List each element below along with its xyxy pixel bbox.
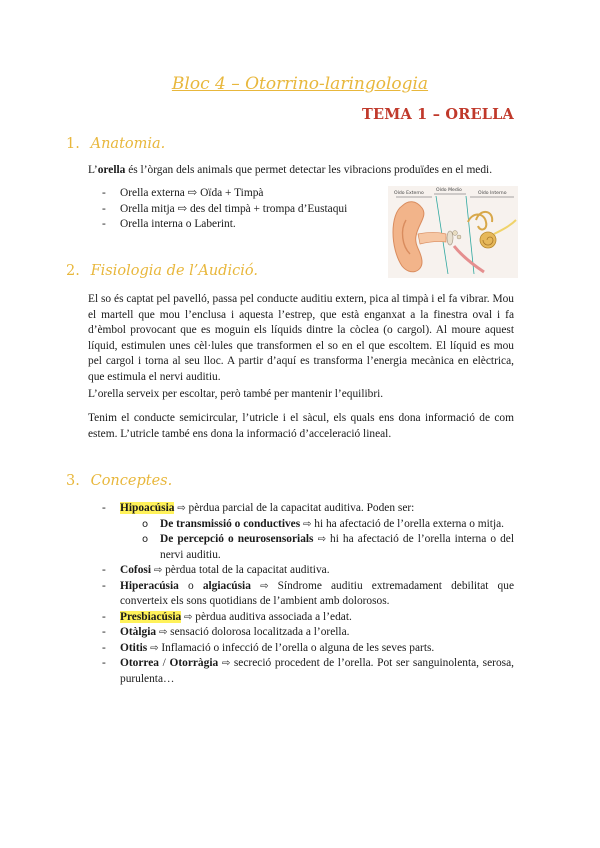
concept-definition: hi ha afectació de l’orella externa o mitja. [311, 517, 505, 530]
concept-term: De percepció o neurosensorials [160, 533, 314, 545]
concept-definition: hi ha afectació de l’orella interna o del nervi auditiu. [160, 533, 514, 561]
sublist-item [120, 532, 514, 563]
physiology-paragraph-1: El so és captat pel pavelló, passa pel conducte auditiu extern, pica al timpà i el fa vibrar. Mou el martell que mou l’enclusa i aquesta l’estrep, que està enganxat a la finestra oval i fa d’èmbol provocant que es moguin els líquids dintre la còclea (o cargol). Al moure aquest líquid, estimulen unes cèl·lules que transformen el so en el que escoltem. El líquid es mou pel cargol i torna al seu lloc. A partir d’aquí es transforma l’energia mecànica en elèctrica, que estimula el nervi auditiu. [88, 293, 514, 383]
sublist-item [120, 517, 514, 533]
physiology-paragraph-2: L’orella serveix per escoltar, però també per mantenir l’equilibri. [88, 388, 384, 400]
concept-conjunction: o [178, 579, 203, 592]
arrow-icon: ⇨ [317, 534, 326, 545]
concept-term: Presbiacúsia [120, 610, 182, 623]
list-item [88, 610, 514, 626]
concept-term: algiacúsia [202, 579, 251, 592]
list-item [88, 641, 514, 657]
concept-definition: pèrdua parcial de la capacitat auditiva. Poden ser: [185, 502, 415, 514]
topic-heading: TEMA 1 – ORELLA [361, 106, 514, 123]
list-item [88, 625, 514, 641]
section-number: 3. [66, 473, 80, 489]
arrow-icon: ⇨ [153, 565, 163, 576]
list-item [88, 579, 514, 610]
concepts-list [88, 501, 514, 687]
section-number: 2. [66, 263, 80, 279]
concept-term: Hipoacúsia [120, 502, 175, 514]
concept-term: Otàlgia [120, 626, 157, 638]
sublist [120, 517, 514, 564]
concept-definition: pèrdua total de la capacitat auditiva. [162, 564, 330, 576]
section-heading-physiology [66, 263, 258, 279]
arrow-icon: ⇨ [150, 642, 159, 654]
physiology-paragraph-3: Tenim el conducte semicircular, l’utricle i el sàcul, els quals ens dona informació de com estem. L’utricle també ens dona la informació d’acceleració lineal. [88, 412, 514, 440]
list-item: - Orella mitja ⇨ des del timpà + trompa d’Eustaqui [88, 202, 347, 218]
section-title: Fisiologia de l’Audició. [90, 263, 258, 279]
concept-definition: Síndrome auditiu extremadament debilitat que converteix els sons quotidians de l’ambient amb dolorosos. [120, 579, 514, 607]
arrow-icon: ⇨ [184, 611, 193, 623]
figure-label-middle: Oído Medio [436, 188, 462, 193]
concept-definition: Inflamació o infecció de l’orella o alguna de les seves parts. [158, 641, 435, 654]
concept-conjunction: / [159, 657, 170, 669]
list-item [88, 656, 514, 687]
anatomy-list [88, 186, 347, 233]
concept-definition: pèrdua auditiva associada a l’edat. [192, 610, 352, 623]
concept-term: Otitis [120, 641, 148, 654]
concept-term: Otorrea [120, 657, 160, 669]
anatomy-intro [88, 163, 514, 179]
concept-definition: secreció procedent de l’orella. Pot ser sanguinolenta, serosa, purulenta… [120, 657, 514, 685]
intro-prefix: L’ [88, 164, 98, 176]
arrow-icon: ⇨ [260, 580, 269, 592]
arrow-icon: ⇨ [158, 627, 168, 638]
figure-label-outer: Oído Externo [394, 191, 424, 196]
figure-label-inner: Oído Interno [478, 191, 507, 196]
arrow-icon: ⇨ [303, 518, 312, 530]
ear-anatomy-figure [388, 186, 518, 278]
list-item: - Orella interna o Laberint. [88, 217, 347, 233]
list-item: - Orella externa ⇨ Oïda + Timpà [88, 186, 347, 202]
section-title: Conceptes. [90, 473, 173, 489]
concept-term: De transmissió o conductives [160, 517, 301, 530]
concept-term: Otorràgia [169, 657, 219, 669]
list-item [88, 501, 514, 563]
concept-definition: sensació dolorosa localitzada a l’orella. [167, 626, 350, 638]
arrow-icon: ⇨ [221, 658, 231, 669]
section-heading-anatomy [66, 136, 165, 152]
concept-term: Hiperacúsia [120, 579, 179, 592]
arrow-icon: ⇨ [177, 503, 186, 514]
document-title: Bloc 4 – Otorrino-laringologia [171, 74, 429, 94]
section-title: Anatomia. [90, 136, 166, 152]
intro-term: orella [97, 164, 126, 176]
intro-text: és l’òrgan dels animals que permet detectar les vibracions produïdes en el medi. [125, 164, 493, 176]
section-number: 1. [66, 136, 80, 152]
concept-term: Cofosi [120, 564, 152, 576]
section-heading-concepts [66, 473, 172, 489]
list-item [88, 563, 514, 579]
